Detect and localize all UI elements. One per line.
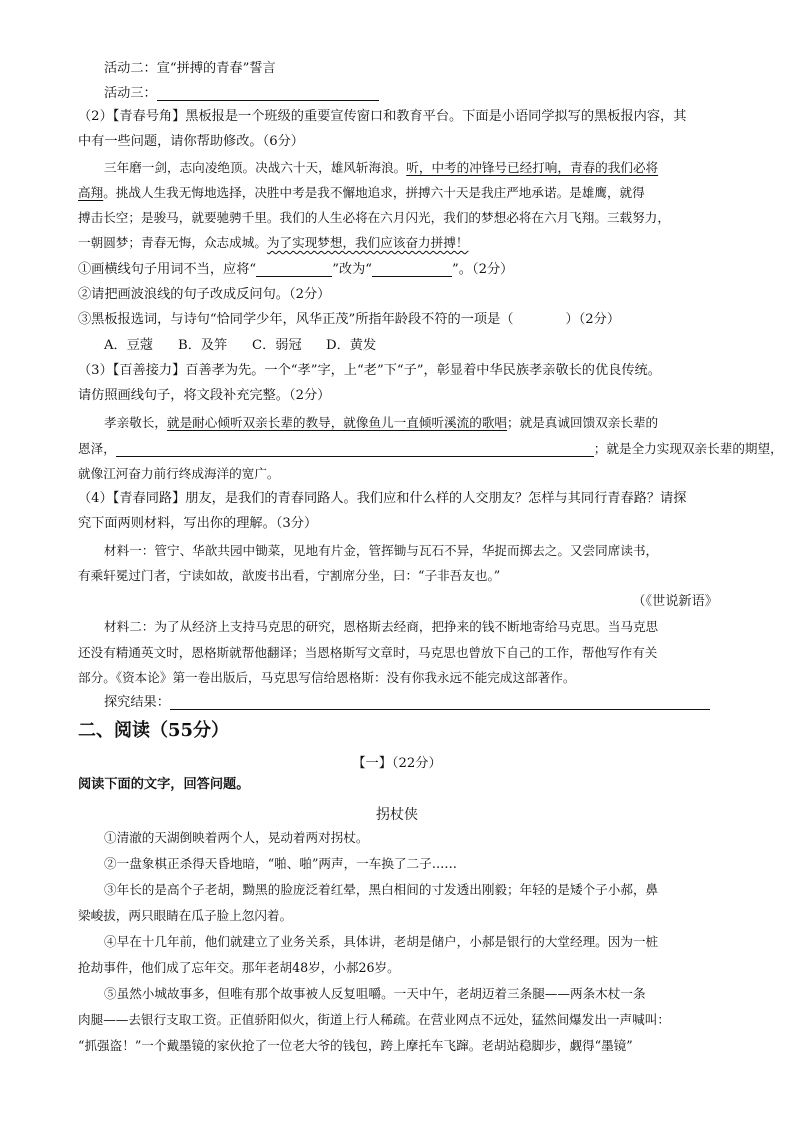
q2-sub1: [78, 257, 718, 283]
q2-passage-line2: [78, 180, 718, 206]
q4-result-blank[interactable]: [170, 693, 710, 710]
q3-passage-text: ；就是真诚回馈双亲长辈的: [507, 415, 659, 430]
q2-underlined-sentence-end: 高翔: [78, 185, 104, 200]
q4-result: [104, 690, 718, 716]
q3-passage-line1: [104, 410, 718, 436]
q3-passage-line2: [78, 436, 783, 462]
option-d[interactable]: D．黄发: [326, 338, 377, 353]
q2-passage-line3: 搏击长空；是骏马，就要驰骋千里。我们的人生必将在六月闪光，我们的梦想必将在六月飞翔。三载努力，: [78, 210, 670, 225]
story-para-2: ②一盘象棋正杀得天昏地暗，“啪、啪”两声，一车换了二子……: [104, 856, 457, 871]
q4-prompt-line1: （4）【青春同路】朋友，是我们的青春同路人。我们应和什么样的人交朋友？怎样与其同行青春路？请探: [78, 491, 687, 506]
story-para-5-cont1: 肉腿——去银行支取工资。正值骄阳似火，街道上行人稀疏。在营业网点不远处，猛然间爆发出一声喊叫：: [78, 1012, 670, 1027]
activity-3-label: 活动三：: [104, 86, 157, 101]
q2-passage-text: 三年磨一剑，志向凌绝顶。决战六十天，雄风斩海浪。: [104, 160, 407, 175]
reading-instruction: 阅读下面的文字，回答问题。: [78, 777, 250, 792]
story-para-4-cont: 抢劫事件，他们成了忘年交。那年老胡48岁，小郝26岁。: [78, 960, 400, 975]
q3-passage-text: 恩泽，: [78, 441, 116, 456]
material2-line1: 材料二：为了从经济上支持马克思的研究，恩格斯去经商，把挣来的钱不断地寄给马克思。当马克思: [104, 619, 659, 634]
q2-wavy-sentence: 为了实现梦想，我们应该奋力拼搏！: [266, 235, 469, 250]
q2-sub1-text: ”。（2分）: [452, 262, 514, 277]
option-b[interactable]: B．及笄: [178, 338, 228, 353]
q2-sub3: [78, 307, 718, 333]
story-para-3: ③年长的是高个子老胡，黝黑的脸庞泛着红晕，黑白相间的寸发透出刚毅；年轻的是矮个子小郝，鼻: [104, 882, 659, 897]
option-a[interactable]: A．豆蔻: [104, 338, 154, 353]
q3-underlined-sentence: 就是耐心倾听双亲长辈的教导，就像鱼儿一直倾听溪流的歌唱: [166, 415, 507, 430]
q2-passage-line4: [78, 230, 718, 256]
q2-passage-text: 。挑战人生我无悔地选择，决胜中考是我不懈地追求，拼搏六十天是我庄严地承诺。是雄鹰，就得: [103, 185, 645, 200]
q2-sub3-text: ）（2分）: [565, 312, 621, 327]
q3-answer-blank[interactable]: [116, 440, 594, 457]
q4-prompt-line2: 究下面两则材料，写出你的理解。（3分）: [78, 516, 318, 531]
activity-3-blank[interactable]: [157, 84, 379, 101]
story-para-5-cont2: “抓强盗！”一个戴墨镜的家伙抢了一位老大爷的钱包，跨上摩托车飞蹿。老胡站稳脚步，觑得“墨镜”: [78, 1038, 633, 1053]
option-c[interactable]: C．弱冠: [252, 338, 302, 353]
story-para-5: ⑤虽然小城故事多，但唯有那个故事被人反复咀嚼。一天中午，老胡迈着三条腿——两条木杖一条: [104, 986, 646, 1001]
q2-sub1-blank-a[interactable]: [256, 260, 332, 277]
part-one-label: 【一】（22分）: [352, 756, 442, 771]
q2-underlined-sentence: 听，中考的冲锋号已经打响，青春的我们必将: [406, 160, 659, 175]
story-title: 拐杖侠: [376, 807, 418, 823]
story-para-1: ①清澈的天湖倒映着两个人，晃动着两对拐杖。: [104, 830, 369, 845]
q3-prompt-line1: （3）【百善接力】百善孝为先。一个“孝”字，上“老”下“子”，彰显着中华民族孝亲敬长的优良传统。: [78, 363, 661, 378]
material1-line2: 有乘轩冕过门者，宁读如故，歆废书出看，宁割席分坐，曰：“子非吾友也。”: [78, 568, 501, 583]
q2-prompt-line2: 中有一些问题，请你帮助修改。（6分）: [78, 134, 304, 149]
q2-passage-text: 一朝圆梦；青春无悔，众志成城。: [78, 235, 267, 250]
material2-line2: 还没有精通英文时，恩格斯就帮他翻译；当恩格斯写文章时，马克思也曾放下自己的工作，帮他写作有关: [78, 645, 658, 660]
activity-2: 活动二：宣“拼搏的青春”誓言: [104, 61, 276, 76]
section-heading: 二、阅读（55分）: [78, 720, 230, 741]
q2-sub3-text: ③黑板报选词，与诗句“恰同学少年，风华正茂”所指年龄段不符的一项是（: [78, 312, 514, 327]
q2-sub1-text: ”改为“: [332, 262, 373, 277]
q3-passage-text: 孝亲敬长，: [104, 415, 167, 430]
q4-result-label: 探究结果：: [104, 695, 170, 710]
q3-prompt-line2: 请仿照画线句子，将文段补充完整。（2分）: [78, 388, 331, 403]
q2-sub1-text: ①画横线句子用词不当，应将“: [78, 262, 257, 277]
q2-passage-line1: [104, 155, 718, 181]
material2-line3: 部分。《资本论》第一卷出版后，马克思写信给恩格斯：没有你我永远不能完成这部著作。: [78, 670, 576, 685]
story-para-4: ④早在十几年前，他们就建立了业务关系，具体讲，老胡是储户，小郝是银行的大堂经理。因为一桩: [104, 934, 659, 949]
q2-options: [104, 333, 718, 359]
q2-sub1-blank-b[interactable]: [372, 260, 452, 277]
story-para-3-cont: 梁峻拔，两只眼睛在瓜子脸上忽闪着。: [78, 908, 293, 923]
q3-passage-text: ；就是全力实现双亲长辈的期望，: [593, 441, 783, 456]
q2-prompt-line1: （2）【青春号角】黑板报是一个班级的重要宣传窗口和教育平台。下面是小语同学拟写的黑板报内容，其: [78, 109, 687, 124]
material1-line1: 材料一：管宁、华歆共园中锄菜，见地有片金，管挥锄与瓦石不异，华捉而掷去之。又尝同席读书，: [104, 543, 659, 558]
material1-source: （《世说新语》: [632, 594, 718, 609]
q3-passage-line3: 就像江河奋力前行终成海洋的宽广。: [78, 466, 280, 481]
q2-sub2: ②请把画波浪线的句子改成反问句。（2分）: [78, 287, 331, 302]
